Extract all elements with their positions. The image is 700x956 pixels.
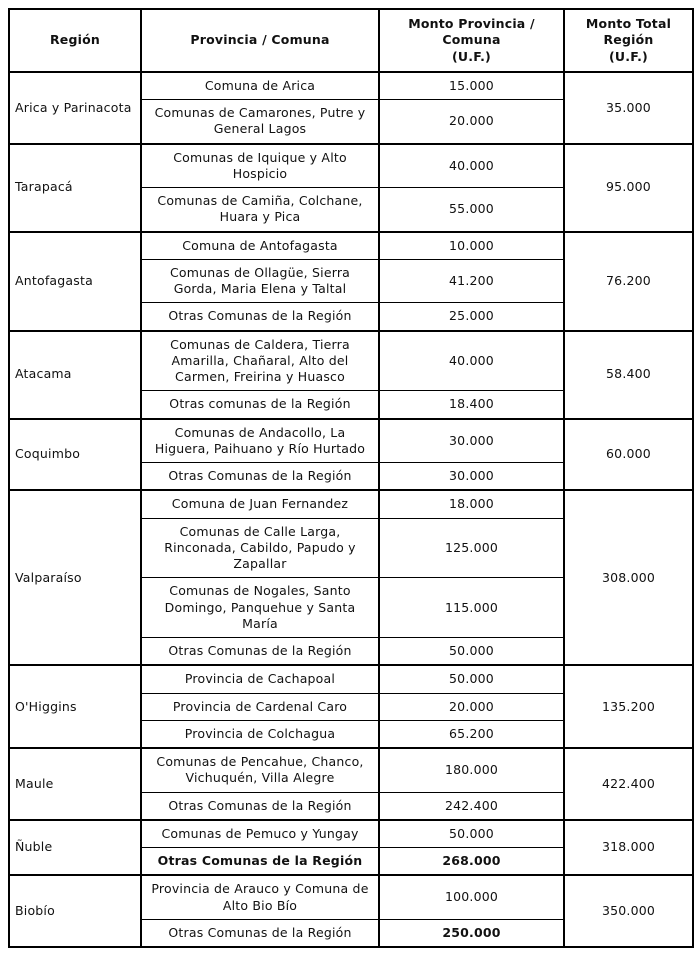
amount-cell: 41.200	[379, 259, 564, 303]
provincia-cell: Provincia de Colchagua	[141, 720, 379, 748]
amount-cell: 20.000	[379, 100, 564, 144]
table-row	[9, 144, 693, 188]
amount-cell: 50.000	[379, 820, 564, 848]
table-row	[9, 72, 693, 100]
header-row	[9, 9, 693, 72]
header-provincia-comuna: Provincia / Comuna	[141, 9, 379, 72]
amount-cell: 242.400	[379, 792, 564, 820]
provincia-cell: Otras comunas de la Región	[141, 391, 379, 419]
total-cell: 76.200	[564, 232, 693, 331]
provincia-cell: Comunas de Ollagüe, Sierra Gorda, Maria Elena y Taltal	[141, 259, 379, 303]
region-cell: Atacama	[9, 331, 141, 419]
amount-cell: 65.200	[379, 720, 564, 748]
provincia-cell: Comunas de Nogales, Santo Domingo, Panquehue y Santa María	[141, 578, 379, 638]
total-cell: 35.000	[564, 72, 693, 144]
amount-cell: 250.000	[379, 919, 564, 947]
table-body	[9, 72, 693, 947]
uf-amounts-table	[8, 8, 694, 948]
provincia-cell: Provincia de Arauco y Comuna de Alto Bio Bío	[141, 875, 379, 919]
region-cell: Tarapacá	[9, 144, 141, 232]
header-monto-provincia	[379, 9, 564, 72]
provincia-cell: Comuna de Arica	[141, 72, 379, 100]
table-row	[9, 331, 693, 391]
provincia-cell: Comunas de Calle Larga, Rinconada, Cabildo, Papudo y Zapallar	[141, 518, 379, 578]
region-cell: Ñuble	[9, 820, 141, 876]
amount-cell: 25.000	[379, 303, 564, 331]
total-cell: 308.000	[564, 490, 693, 665]
amount-cell: 30.000	[379, 419, 564, 463]
amount-cell: 180.000	[379, 748, 564, 792]
provincia-cell: Otras Comunas de la Región	[141, 463, 379, 491]
provincia-cell: Otras Comunas de la Región	[141, 919, 379, 947]
header-monto-total-line1: Monto Total Región	[585, 16, 672, 48]
amount-cell: 20.000	[379, 693, 564, 720]
amount-cell: 55.000	[379, 188, 564, 232]
amount-cell: 18.400	[379, 391, 564, 419]
table-row	[9, 232, 693, 260]
provincia-cell: Comunas de Camiña, Colchane, Huara y Pica	[141, 188, 379, 232]
amount-cell: 18.000	[379, 490, 564, 518]
provincia-cell: Comunas de Pencahue, Chanco, Vichuquén, Villa Alegre	[141, 748, 379, 792]
amount-cell: 10.000	[379, 232, 564, 260]
table-row	[9, 820, 693, 848]
total-cell: 135.200	[564, 665, 693, 748]
header-monto-provincia-line2: (U.F.)	[452, 48, 491, 64]
amount-cell: 50.000	[379, 638, 564, 666]
provincia-cell: Comunas de Pemuco y Yungay	[141, 820, 379, 848]
table-row	[9, 490, 693, 518]
amount-cell: 115.000	[379, 578, 564, 638]
total-cell: 318.000	[564, 820, 693, 876]
table-row	[9, 665, 693, 693]
provincia-cell: Provincia de Cardenal Caro	[141, 693, 379, 720]
region-cell: Antofagasta	[9, 232, 141, 331]
table-row	[9, 875, 693, 919]
provincia-cell: Comunas de Caldera, Tierra Amarilla, Chañaral, Alto del Carmen, Freirina y Huasco	[141, 331, 379, 391]
amount-cell: 50.000	[379, 665, 564, 693]
total-cell: 58.400	[564, 331, 693, 419]
region-cell: Arica y Parinacota	[9, 72, 141, 144]
total-cell: 95.000	[564, 144, 693, 232]
provincia-cell: Otras Comunas de la Región	[141, 848, 379, 876]
table-row	[9, 419, 693, 463]
region-cell: Maule	[9, 748, 141, 820]
provincia-cell: Comunas de Andacollo, La Higuera, Paihuano y Río Hurtado	[141, 419, 379, 463]
header-region: Región	[9, 9, 141, 72]
region-cell: Coquimbo	[9, 419, 141, 491]
header-monto-provincia-line1: Monto Provincia / Comuna	[408, 16, 535, 48]
amount-cell: 40.000	[379, 331, 564, 391]
provincia-cell: Otras Comunas de la Región	[141, 303, 379, 331]
header-monto-total-line2: (U.F.)	[609, 48, 648, 64]
total-cell: 60.000	[564, 419, 693, 491]
provincia-cell: Comuna de Juan Fernandez	[141, 490, 379, 518]
amount-cell: 30.000	[379, 463, 564, 491]
provincia-cell: Comunas de Camarones, Putre y General Lagos	[141, 100, 379, 144]
provincia-cell: Provincia de Cachapoal	[141, 665, 379, 693]
region-cell: Valparaíso	[9, 490, 141, 665]
region-cell: Biobío	[9, 875, 141, 947]
provincia-cell: Comunas de Iquique y Alto Hospicio	[141, 144, 379, 188]
amount-cell: 268.000	[379, 848, 564, 876]
table-header	[9, 9, 693, 72]
provincia-cell: Comuna de Antofagasta	[141, 232, 379, 260]
total-cell: 422.400	[564, 748, 693, 820]
table-row	[9, 748, 693, 792]
provincia-cell: Otras Comunas de la Región	[141, 792, 379, 820]
header-monto-total	[564, 9, 693, 72]
amount-cell: 15.000	[379, 72, 564, 100]
amount-cell: 100.000	[379, 875, 564, 919]
amount-cell: 40.000	[379, 144, 564, 188]
region-cell: O'Higgins	[9, 665, 141, 748]
amount-cell: 125.000	[379, 518, 564, 578]
provincia-cell: Otras Comunas de la Región	[141, 638, 379, 666]
total-cell: 350.000	[564, 875, 693, 947]
